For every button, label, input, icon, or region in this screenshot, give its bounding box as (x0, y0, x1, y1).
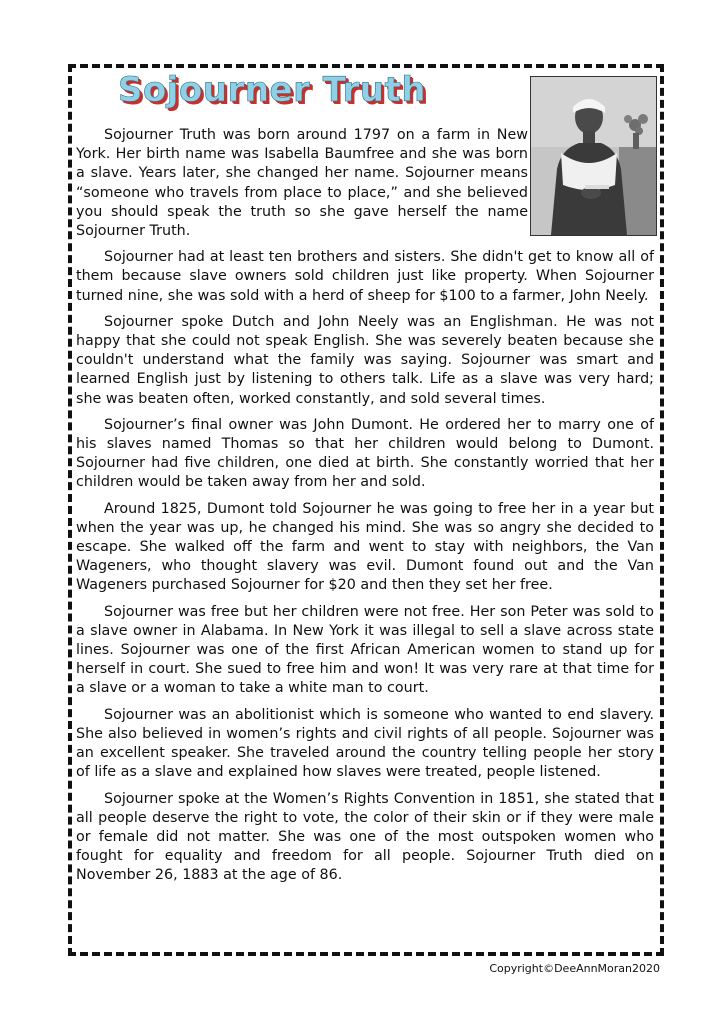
paragraph: Sojourner spoke at the Women’s Rights Convention in 1851, she stated that all people deserve the right to vote, the color of their skin or if they were male or female did not matter. She was one of the most outspoken women who fought for equality and freedom for all people. Sojourner Truth died on November 26, 1883 at the age of 86. (76, 790, 654, 884)
paragraph: Around 1825, Dumont told Sojourner he was going to free her in a year but when the year was up, he changed his mind. She was so angry she decided to escape. She walked off the farm and went to stay with neighbors, the Van Wageners, who thought slavery was evil. Dumont found out and the Van Wageners purchased Sojourner for $20 and then they set her free. (76, 500, 654, 594)
article-body (76, 126, 654, 893)
paragraph: Sojourner spoke Dutch and John Neely was an Englishman. He was not happy that she could not speak English. She was severely beaten because she couldn't understand what the family was saying. Sojourner was smart and learned English just by listening to others talk. Life as a slave was very hard; she was beaten often, worked constantly, and sold several times. (76, 313, 654, 407)
paragraph: Sojourner’s final owner was John Dumont. He ordered her to marry one of his slaves named Thomas so that her children would belong to Dumont. Sojourner had five children, one died at birth. She constantly worried that her children would be taken away from her and sold. (76, 416, 654, 491)
paragraph: Sojourner was an abolitionist which is someone who wanted to end slavery. She also believed in women’s rights and civil rights of all people. Sojourner was an excellent speaker. She traveled around the country telling people her story of life as a slave and explained how slaves were treated, people listened. (76, 706, 654, 781)
paragraph: Sojourner Truth was born around 1797 on a farm in New York. Her birth name was Isabella Baumfree and she was born a slave. Years later, she changed her name. Sojourner means “someone who travels from place to place,” and she believed you should speak the truth so she gave herself the name Sojourner Truth. (76, 127, 528, 240)
page-title: Sojourner Truth (118, 70, 427, 110)
copyright-notice: Copyright©DeeAnnMoran2020 (489, 962, 660, 975)
paragraph: Sojourner was free but her children were not free. Her son Peter was sold to a slave owner in Alabama. In New York it was illegal to sell a slave across state lines. Sojourner was one of the first African American women to stand up for herself in court. She sued to free him and won! It was very rare at that time for a slave or a woman to take a white man to court. (76, 603, 654, 697)
paragraph: Sojourner had at least ten brothers and sisters. She didn't get to know all of them because slave owners sold children just like property. When Sojourner turned nine, she was sold with a herd of sheep for $100 to a farmer, John Neely. (76, 249, 654, 304)
